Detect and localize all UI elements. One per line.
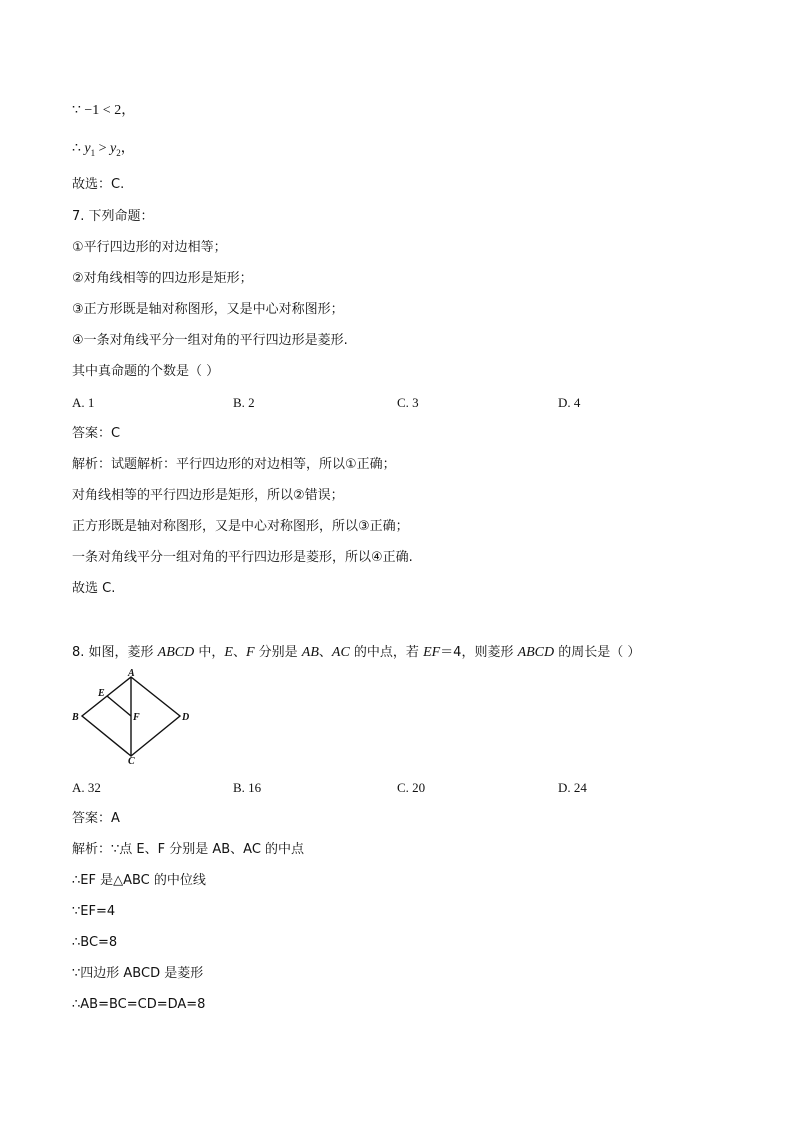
- y1-var: y: [84, 141, 91, 156]
- q7-option-a: A. 1: [72, 395, 95, 410]
- q7-option-d: D. 4: [558, 395, 581, 410]
- q7-analysis-2: 对角线相等的平行四边形是矩形，所以②错误；: [72, 488, 344, 503]
- q7-stem: 7. 下列命题：: [72, 209, 154, 224]
- q8-analysis-6: ∴AB=BC=CD=DA=8: [72, 997, 206, 1012]
- rhombus-figure: [70, 668, 200, 772]
- q8-answer: 答案：A: [72, 811, 120, 826]
- q7-answer: 答案：C: [72, 426, 121, 441]
- y2-var: y: [110, 141, 117, 156]
- therefore-prefix: ∴: [72, 141, 85, 156]
- q8-option-b: B. 16: [233, 780, 262, 795]
- label-f: F: [133, 712, 140, 723]
- q7-statement-2: ②对角线相等的四边形是矩形；: [72, 271, 253, 286]
- q8-analysis-3: ∵EF=4: [72, 904, 116, 919]
- y1-sub: 1: [90, 147, 96, 158]
- comma: ，: [120, 141, 135, 156]
- prev-line-1: ∵ −1 < 2，: [72, 103, 136, 118]
- q7-analysis-3: 正方形既是轴对称图形，又是中心对称图形，所以③正确；: [72, 519, 409, 534]
- q8-stem: 8. 如图，菱形 ABCD 中，E、F 分别是 AB、AC 的中点，若 EF＝4，则菱形 ABCD 的周长是（ ）: [72, 645, 641, 660]
- q7-statement-1: ①平行四边形的对边相等；: [72, 240, 227, 255]
- q8-analysis-2: ∴EF 是△ABC 的中位线: [72, 873, 206, 888]
- segment-ef: [107, 696, 131, 716]
- prev-line-2: [72, 140, 135, 162]
- q8-analysis-5: ∵四边形 ABCD 是菱形: [72, 966, 204, 981]
- q8-option-c: C. 20: [397, 780, 426, 795]
- prev-line-3: 故选：C.: [72, 177, 125, 192]
- q7-analysis-5: 故选 C.: [72, 581, 116, 596]
- label-e: E: [98, 688, 105, 699]
- q7-statement-4: ④一条对角线平分一组对角的平行四边形是菱形.: [72, 333, 348, 348]
- y2-sub: 2: [116, 147, 121, 158]
- q7-analysis-4: 一条对角线平分一组对角的平行四边形是菱形，所以④正确.: [72, 550, 413, 565]
- q7-option-b: B. 2: [233, 395, 255, 410]
- q8-analysis-4: ∴BC=8: [72, 935, 118, 950]
- label-b: B: [72, 712, 79, 723]
- q8-options: [72, 779, 672, 797]
- q8-analysis-1: 解析：∵点 E、F 分别是 AB、AC 的中点: [72, 842, 305, 857]
- label-a: A: [128, 668, 135, 679]
- q7-analysis-1: 解析：试题解析：平行四边形的对边相等，所以①正确；: [72, 457, 396, 472]
- label-c: C: [128, 756, 135, 767]
- q7-option-c: C. 3: [397, 395, 419, 410]
- q7-options: [72, 394, 672, 412]
- gt-sign: >: [95, 141, 111, 156]
- q8-option-d: D. 24: [558, 780, 587, 795]
- label-d: D: [182, 712, 190, 723]
- q7-statement-3: ③正方形既是轴对称图形，又是中心对称图形；: [72, 302, 344, 317]
- q7-question: 其中真命题的个数是（ ）: [72, 364, 220, 379]
- q8-option-a: A. 32: [72, 780, 101, 795]
